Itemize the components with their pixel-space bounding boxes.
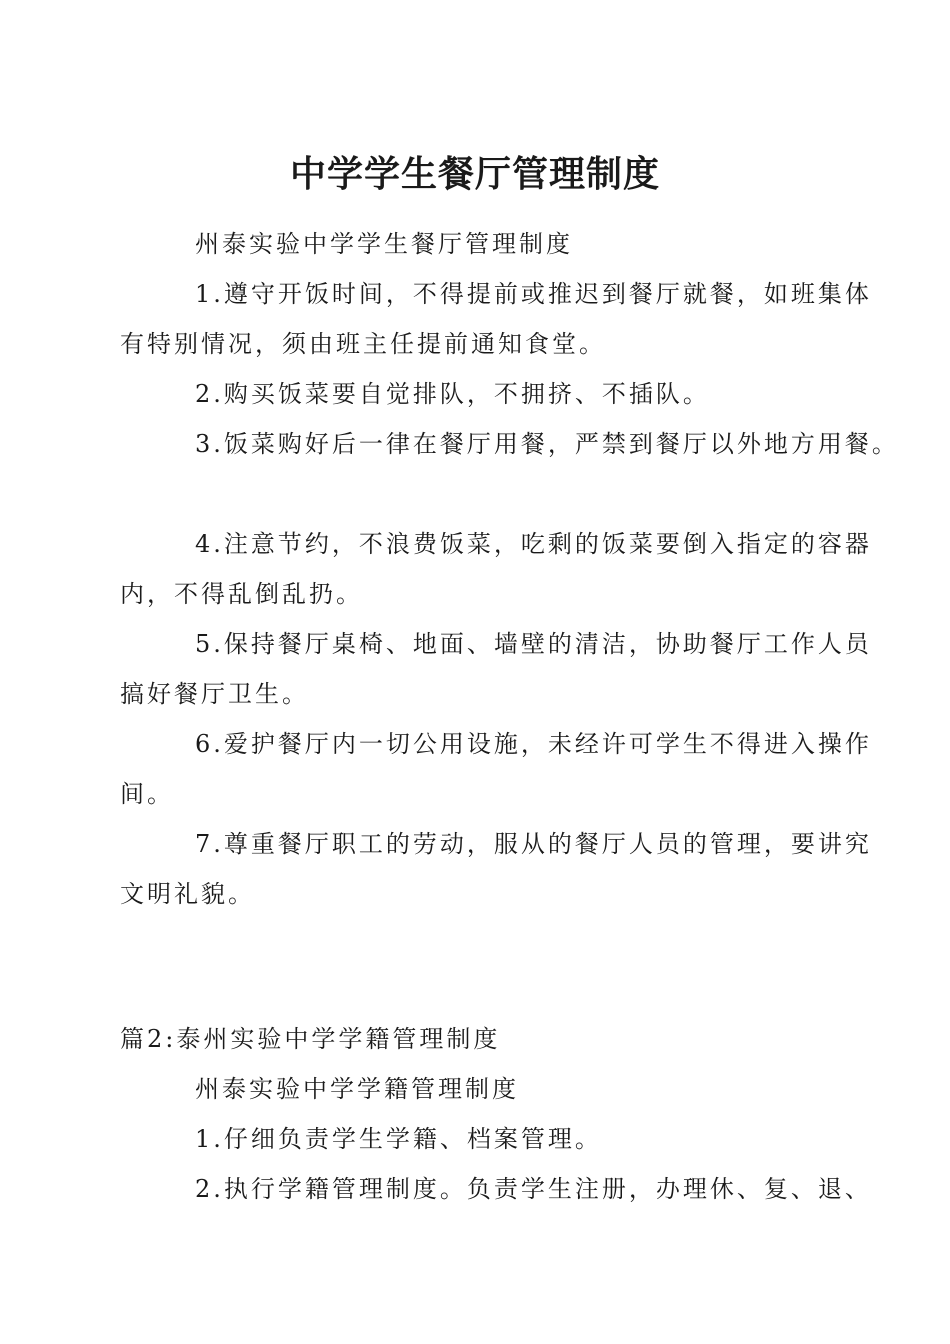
rule-3: 3.饭菜购好后一律在餐厅用餐，严禁到餐厅以外地方用餐。 <box>195 430 899 458</box>
rule-1-line-1: 1.遵守开饭时间，不得提前或推迟到餐厅就餐，如班集体 <box>195 280 872 308</box>
rule-5-line-1: 5.保持餐厅桌椅、地面、墙壁的清洁，协助餐厅工作人员 <box>195 630 872 658</box>
rule-7-line-2: 文明礼貌。 <box>120 880 255 908</box>
rule-4-line-1: 4.注意节约，不浪费饭菜，吃剩的饭菜要倒入指定的容器 <box>195 530 872 558</box>
section-heading: 州泰实验中学学生餐厅管理制度 <box>195 230 573 258</box>
rule-6-line-1: 6.爱护餐厅内一切公用设施，未经许可学生不得进入操作 <box>195 730 872 758</box>
rule-2: 2.购买饭菜要自觉排队，不拥挤、不插队。 <box>195 380 710 408</box>
rule-5-line-2: 搞好餐厅卫生。 <box>120 680 309 708</box>
section-2-heading: 州泰实验中学学籍管理制度 <box>195 1075 519 1103</box>
rule-4-line-2: 内，不得乱倒乱扔。 <box>120 580 363 608</box>
page-title: 中学学生餐厅管理制度 <box>289 154 660 195</box>
section-2-label: 篇2:泰州实验中学学籍管理制度 <box>120 1025 501 1053</box>
section-2-rule-2: 2.执行学籍管理制度。负责学生注册，办理休、复、退、 <box>195 1175 872 1203</box>
rule-6-line-2: 间。 <box>120 780 174 808</box>
rule-1-line-2: 有特别情况，须由班主任提前通知食堂。 <box>120 330 606 358</box>
rule-7-line-1: 7.尊重餐厅职工的劳动，服从的餐厅人员的管理，要讲究 <box>195 830 872 858</box>
section-2-rule-1: 1.仔细负责学生学籍、档案管理。 <box>195 1125 602 1153</box>
